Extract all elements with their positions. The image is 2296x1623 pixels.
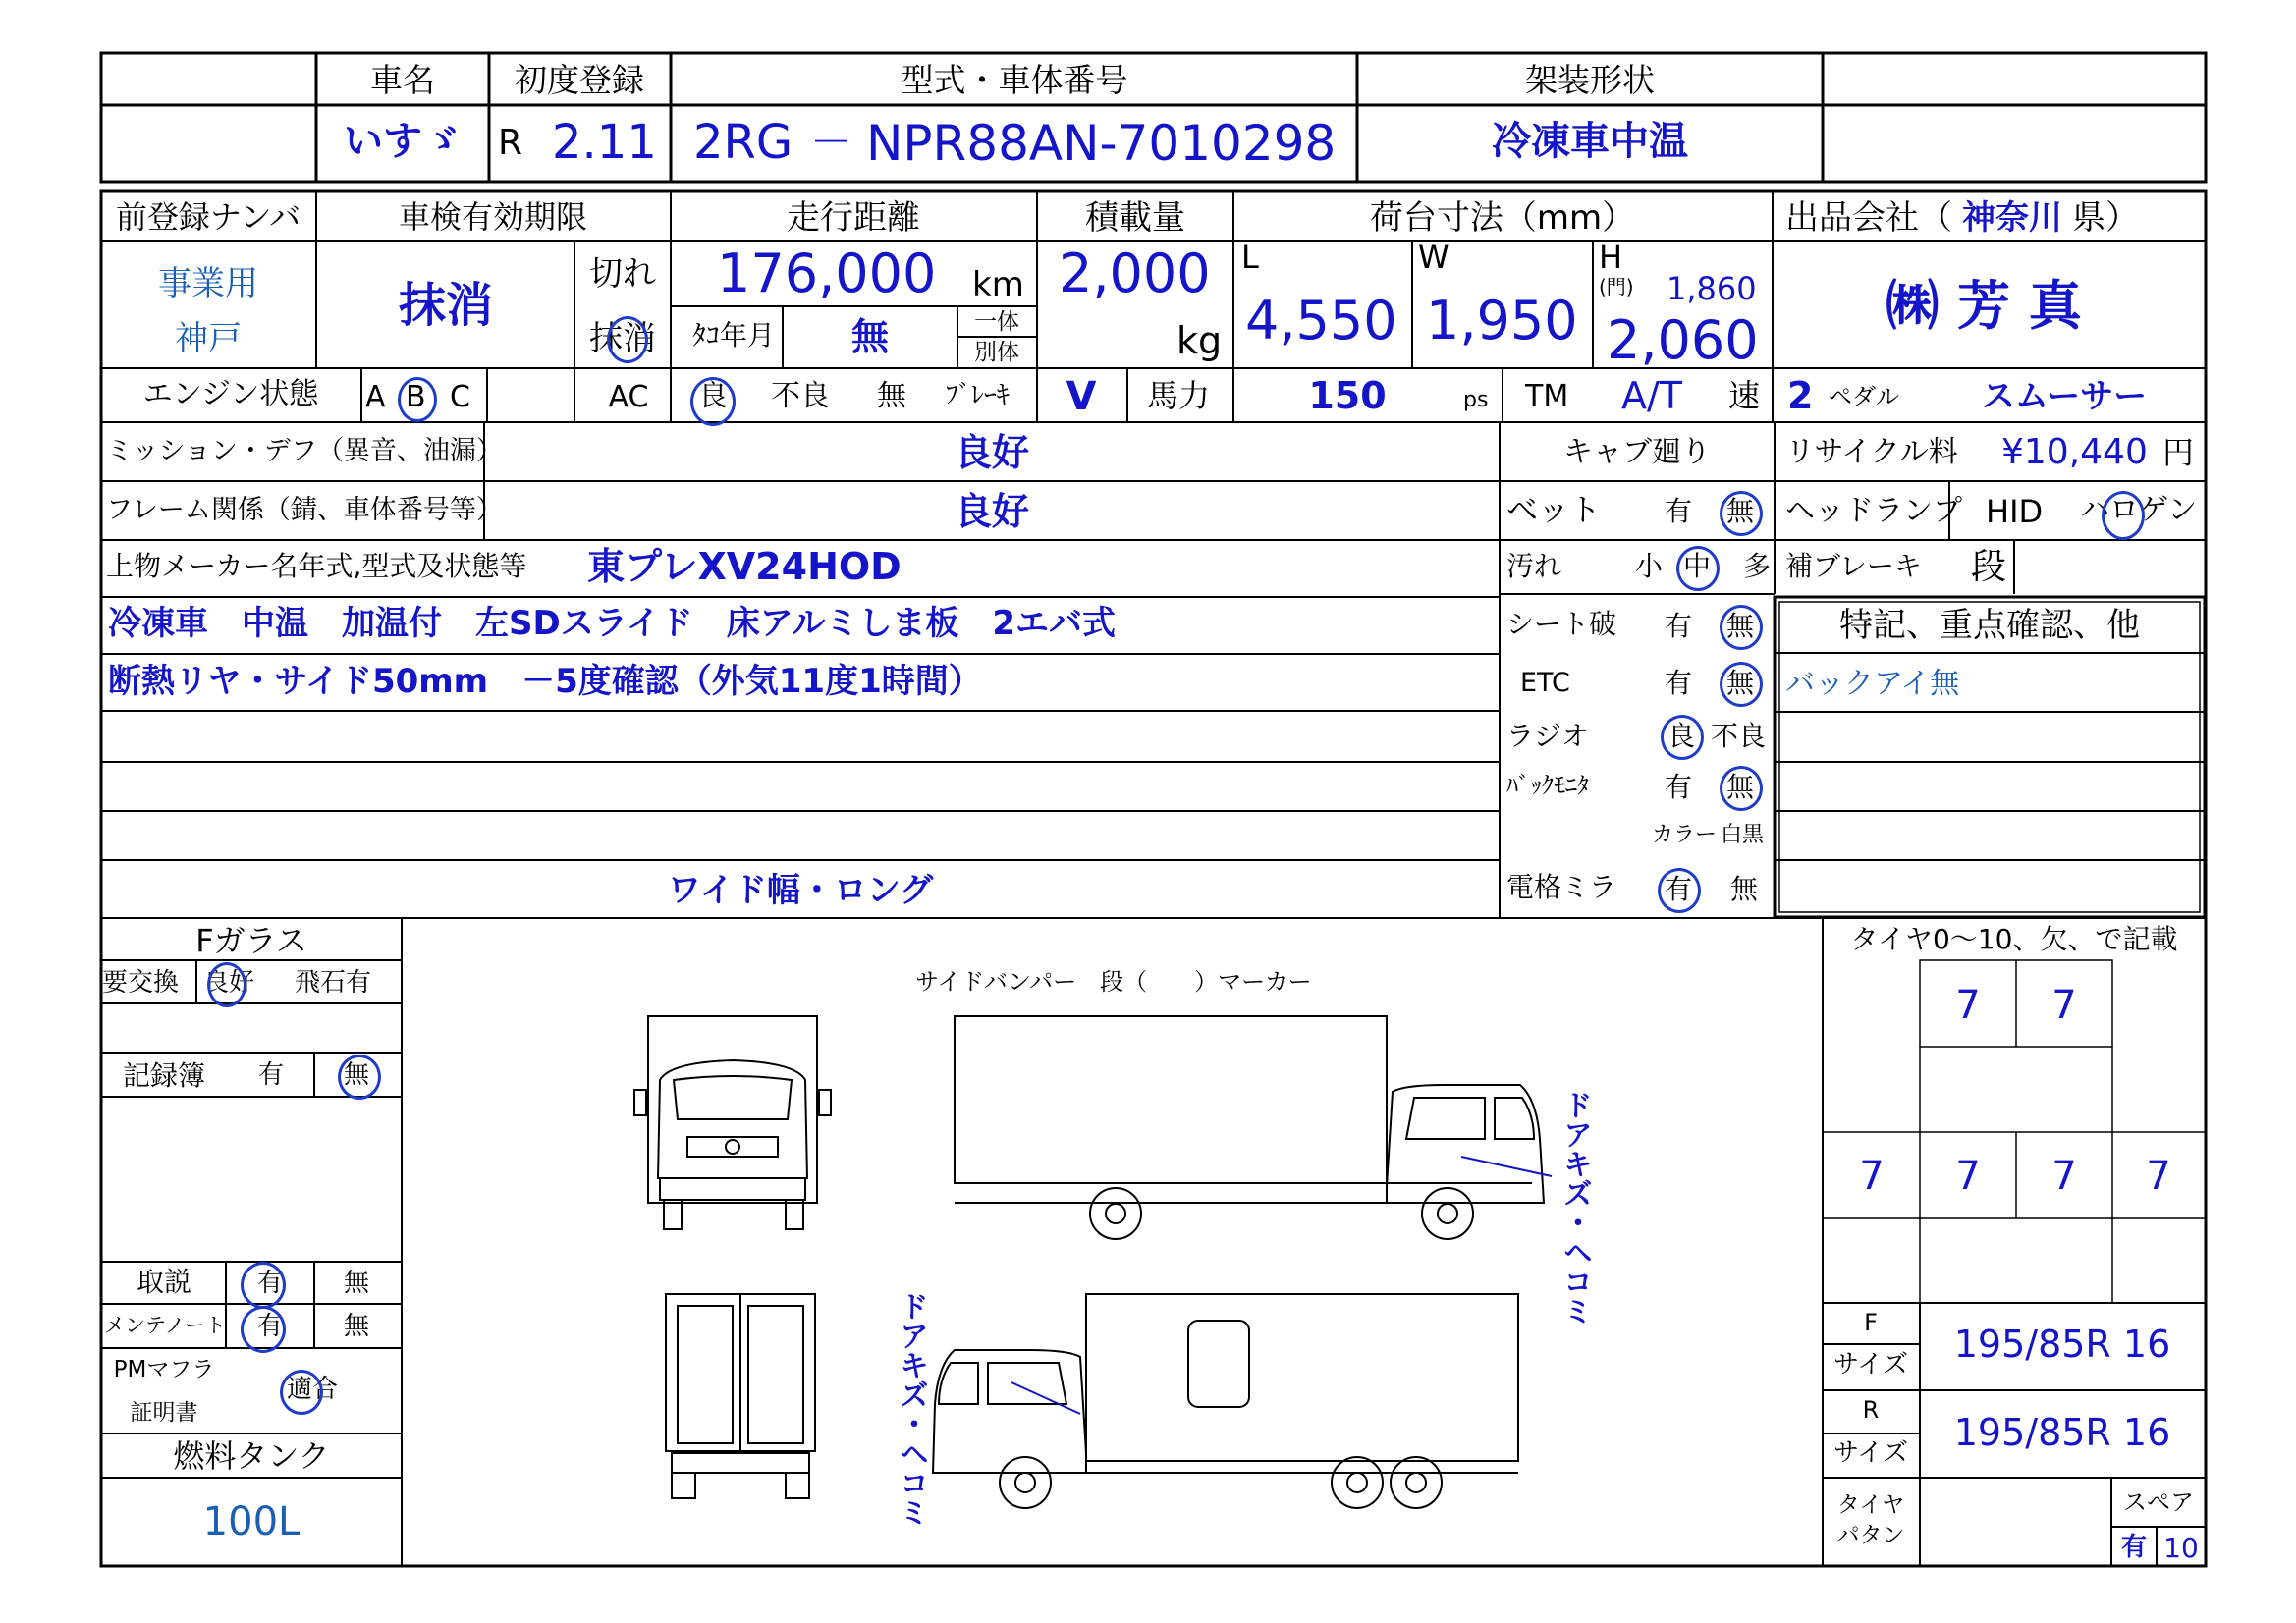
stain-mid: 中 [1683,550,1712,582]
front-left-tire [664,1200,682,1229]
height-value: 2,060 [1607,309,1759,371]
spare-yes: 有 [2120,1533,2148,1562]
tm-label: TM [1525,379,1569,413]
front-size-label: サイズ [1833,1350,1908,1380]
horsepower-label: 馬力 [1147,377,1211,414]
left-mirror [634,1090,646,1115]
seat-label: シート破 [1506,608,1617,640]
note-line-1: 冷凍車 中温 加温付 左SDスライド 床アルミしま板 2エバ式 [108,604,1116,643]
first-reg-value: 2.11 [552,115,657,170]
special-note-1: バックアイ無 [1785,667,1960,701]
height-round-label: (門) [1599,275,1634,298]
width-value: 1,950 [1426,290,1578,352]
pedal-label: ペダル [1829,383,1899,410]
fuel-label: 燃料タンク [173,1437,330,1475]
engine-grade-a: A [365,380,386,414]
plate-city: 神戸 [175,319,242,358]
pm-label-2: 証明書 [130,1400,198,1426]
aux-brake-label: 補ブレーキ [1785,550,1922,582]
side-box-outline [955,1016,1387,1183]
etc-no: 無 [1726,667,1755,699]
maint-no: 無 [343,1312,370,1341]
height-label: H [1599,239,1623,276]
inspection-value: 抹消 [398,278,494,333]
length-value: 4,550 [1245,290,1397,352]
height-round-value: 1,860 [1667,270,1757,307]
color-label: カラー [1652,823,1718,847]
etc-yes: 有 [1665,667,1693,699]
fuel-value: 100L [202,1499,301,1544]
pedal-count: 2 [1787,374,1814,417]
seat-no: 無 [1726,610,1755,642]
note-line-2: 断熱リヤ・サイド50mm －5度確認（外気11度1時間） [108,662,982,701]
rear-right-tire [786,1473,809,1498]
model-prefix: 2RG [693,115,793,170]
rear-size-r-label: R [1862,1396,1880,1424]
mission-value: 良好 [954,431,1030,474]
ac-label: AC [608,380,649,414]
side2-box-outline [1086,1294,1518,1461]
glass-title: Fガラス [195,922,307,959]
side-cab-outline [1387,1085,1544,1203]
inspection-label: 車検有効期限 [398,198,588,236]
body-maker-value: 東プレXV24HOD [587,545,902,588]
etc-label: ETC [1520,668,1570,698]
side-bumper-label: サイドバンパー 段（ ）マーカー [915,968,1312,996]
kg-unit: kg [1176,319,1223,362]
front-size-f-label: F [1864,1309,1878,1336]
model-dash: － [810,118,852,166]
tacho-label: ﾀｺ年月 [692,319,776,352]
length-label: L [1241,239,1259,276]
brake-label: ﾌﾞﾚｰｷ [946,381,1011,410]
pm-label-1: PMマフラ [113,1357,215,1382]
damage-pointer-2 [1011,1382,1080,1414]
tire-front-right: 7 [2051,983,2077,1028]
front-view-box-outline [648,1016,817,1203]
tire-rear-3: 7 [2051,1154,2077,1199]
engine-grade-c: C [450,380,470,414]
pattern-label-1: タイヤ [1836,1492,1905,1518]
stain-small: 小 [1635,550,1664,582]
monitor-no: 無 [1726,771,1755,803]
stain-label: 汚れ [1506,550,1562,582]
radio-bad: 不良 [1711,720,1767,752]
radio-label: ラジオ [1506,720,1590,752]
km-unit: km [972,265,1024,304]
expired-option: 切れ [589,254,656,294]
seller-label: 出品会社（ 神奈川 県） [1785,198,2139,238]
mirror-yes: 有 [1665,873,1693,905]
color-value: 白黒 [1721,823,1765,847]
stain-large: 多 [1743,550,1772,582]
glass-good: 良好 [203,968,255,998]
radio-good: 良 [1667,720,1696,752]
yen-unit: 円 [2162,434,2195,471]
width-label: W [1418,239,1449,276]
recycle-label: リサイクル料 [1785,435,1958,469]
monitor-label: ﾊﾞｯｸﾓﾆﾀ [1506,772,1589,799]
horsepower-value: 150 [1308,374,1387,417]
plate-use: 事業用 [158,264,258,303]
betsutai-option: 別体 [974,340,1019,365]
mission-label: ミッション・デフ（異音、油漏） [106,436,503,466]
special-title: 特記、重点確認、他 [1839,606,2140,645]
ittai-option: 一体 [974,309,1019,335]
body-label: 架装形状 [1525,61,1655,99]
load-label: 積載量 [1085,198,1185,238]
speed-label: 速 [1728,377,1761,414]
right-mirror [819,1090,831,1115]
chassis-number: NPR88AN-7010298 [866,115,1337,172]
rear-tire-size: 195/85R 16 [1953,1411,2171,1454]
glass-chip: 飛石有 [295,968,372,998]
rear-left-tire [672,1473,695,1498]
damage-pointer-1 [1461,1157,1552,1176]
prev-plate-label: 前登録ナンバ [115,198,301,236]
mileage-label: 走行距離 [787,198,920,238]
pattern-label-2: パタン [1836,1523,1905,1548]
manual-yes: 有 [256,1269,284,1298]
cancelled-option: 抹消 [589,319,656,358]
seller-name: ㈱ 芳 真 [1886,275,2082,337]
seat-yes: 有 [1665,610,1693,642]
bed-label: ベット [1506,491,1602,528]
frame-value: 良好 [954,490,1030,533]
tire-rear-2: 7 [1955,1154,1981,1199]
front-tire-size: 195/85R 16 [1953,1323,2171,1366]
damage-note-1: ドアキズ・ヘコミ [1558,1090,1592,1325]
side-door-window [1188,1321,1249,1407]
dims-label: 荷台寸法（mm） [1369,198,1636,238]
body-type: 冷凍車中温 [1492,119,1688,164]
spare-label: スペア [2123,1488,2194,1516]
maint-yes: 有 [256,1312,284,1341]
manual-no: 無 [343,1269,370,1298]
spare-value: 10 [2163,1532,2199,1564]
headlamp-label: ヘッドランプ [1785,494,1962,528]
mileage-value: 176,000 [717,243,937,304]
tire-title: タイヤ0～10、欠、で記載 [1850,923,2178,955]
tire-rear-4: 7 [2146,1154,2171,1199]
bed-yes: 有 [1665,495,1693,527]
engine-label: エンジン状態 [142,377,319,411]
model-label: 型式・車体番号 [901,61,1128,99]
rear-size-label: サイズ [1833,1438,1908,1468]
ac-bad: 不良 [771,379,830,413]
tire-rear-1: 7 [1859,1154,1885,1199]
manual-label: 取説 [136,1266,192,1298]
smoother-value: スムーサー [1981,377,2148,416]
tacho-value: 無 [850,315,890,358]
side2-cab-outline [933,1350,1086,1473]
maker-label: 車名 [370,61,435,99]
record-no: 無 [343,1060,370,1090]
ac-good: 良 [698,379,728,413]
ac-none: 無 [877,379,906,413]
record-label: 記録簿 [122,1059,206,1092]
front-windshield [674,1076,792,1119]
tm-value: A/T [1620,374,1683,417]
aux-brake-value: 段 [1970,547,2007,587]
maint-label: メンテノート [104,1314,226,1337]
cab-title: キャブ廻り [1563,435,1711,469]
pm-value: 適合 [286,1375,339,1404]
headlamp-halogen: ハロゲン [2080,493,2198,527]
damage-note-2: ドアキズ・ヘコミ [894,1291,928,1527]
headlamp-hid: HID [1986,493,2044,530]
monitor-yes: 有 [1665,771,1693,803]
bed-no: 無 [1726,495,1755,527]
brake-value: V [1066,374,1097,419]
wide-long: ワイド幅・ロング [667,871,934,910]
recycle-value: ¥10,440 [2001,432,2148,472]
load-value: 2,000 [1059,243,1211,304]
maker-value: いすゞ [344,119,462,164]
front-right-tire [786,1200,803,1229]
engine-grade-b: B [406,380,426,414]
ps-unit: ps [1463,388,1489,412]
era-value: R [498,123,523,163]
body-maker-label: 上物メーカー名年式,型式及状態等 [106,550,527,582]
first-reg-label: 初度登録 [515,61,644,99]
frame-label: フレーム関係（錆、車体番号等） [106,495,503,525]
mirror-no: 無 [1730,873,1759,905]
record-yes: 有 [257,1060,285,1090]
glass-replace: 要交換 [102,968,180,998]
mirror-label: 電格ミラ [1506,871,1617,903]
tire-front-left: 7 [1955,983,1981,1028]
